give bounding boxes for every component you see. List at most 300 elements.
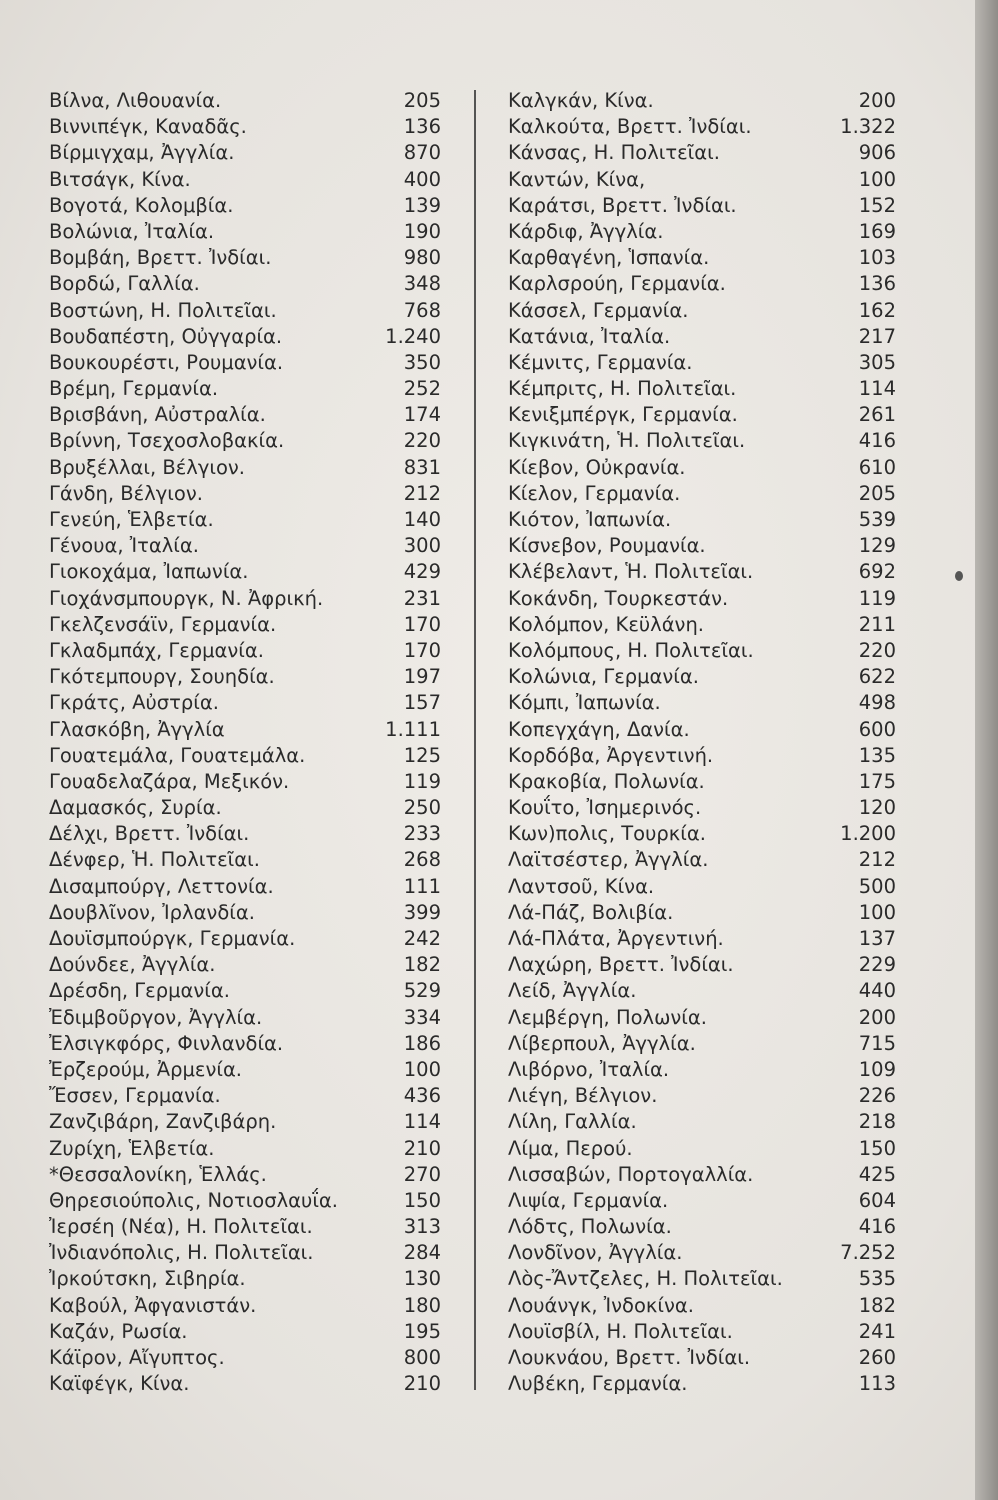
city-row bbox=[49, 88, 441, 114]
city-row bbox=[508, 1005, 896, 1031]
city-name: Κλέβελαντ, Ἡ. Πολιτεῖαι. bbox=[508, 560, 754, 584]
city-name: Βουκουρέστι, Ρουμανία. bbox=[49, 350, 284, 374]
city-row bbox=[49, 245, 441, 271]
city-row bbox=[508, 900, 896, 926]
city-name: Λουάνγκ, Ἰνδοκίνα. bbox=[508, 1293, 694, 1317]
city-row bbox=[508, 664, 896, 690]
city-population: 205 bbox=[858, 481, 896, 505]
city-name: Καλγκάν, Κίνα. bbox=[508, 89, 654, 112]
city-name: Λουϊσβίλ, Η. Πολιτεῖαι. bbox=[508, 1319, 733, 1343]
city-row bbox=[49, 743, 441, 769]
city-row bbox=[508, 193, 896, 219]
column-divider bbox=[474, 90, 476, 1390]
city-name: Δένφερ, Ἡ. Πολιτεῖαι. bbox=[49, 848, 260, 872]
city-row bbox=[508, 1240, 896, 1266]
city-row bbox=[508, 795, 896, 821]
city-population: 217 bbox=[858, 324, 896, 348]
city-population: 348 bbox=[403, 272, 441, 296]
city-row bbox=[49, 1214, 441, 1240]
city-name: Κολόμπον, Κεϋλάνη. bbox=[508, 612, 705, 636]
city-row bbox=[49, 481, 441, 507]
city-name: Κάνσας, Η. Πολιτεῖαι. bbox=[508, 141, 720, 165]
city-row bbox=[508, 88, 896, 114]
city-population: 436 bbox=[403, 1084, 441, 1108]
city-name: Ἰνδιανόπολις, Η. Πολιτεῖαι. bbox=[49, 1241, 314, 1265]
city-name: Βρισβάνη, Αὐστραλία. bbox=[49, 403, 266, 427]
city-name: Λουκνάου, Βρεττ. Ἰνδίαι. bbox=[508, 1346, 751, 1369]
city-population: 129 bbox=[858, 534, 896, 558]
city-name: Βουδαπέστη, Οὐγγαρία. bbox=[49, 324, 283, 348]
city-population: 300 bbox=[403, 534, 441, 558]
city-population: 180 bbox=[403, 1293, 441, 1317]
city-row bbox=[49, 638, 441, 664]
city-population: 229 bbox=[858, 953, 896, 977]
city-row bbox=[49, 769, 441, 795]
city-name: Γιοκοχάμα, Ἰαπωνία. bbox=[49, 560, 249, 584]
city-population: 334 bbox=[403, 1005, 441, 1029]
city-name: Ἰερσέη (Νέα), Η. Πολιτεῖαι. bbox=[49, 1215, 313, 1239]
city-name: Κέμπριτς, Η. Πολιτεῖαι. bbox=[508, 377, 737, 401]
ink-dot bbox=[955, 571, 963, 581]
city-population: 1.111 bbox=[385, 717, 441, 741]
city-row bbox=[49, 1293, 441, 1319]
city-population: 400 bbox=[403, 167, 441, 191]
city-name: Γουαδελαζάρα, Μεξικόν. bbox=[49, 769, 290, 793]
city-row bbox=[508, 1293, 896, 1319]
city-population: 157 bbox=[403, 691, 441, 715]
city-population: 210 bbox=[403, 1136, 441, 1160]
page-edge bbox=[975, 0, 998, 1500]
city-population: 268 bbox=[403, 848, 441, 872]
city-population: 1.200 bbox=[840, 822, 896, 846]
city-population: 100 bbox=[858, 900, 896, 924]
city-population: 539 bbox=[858, 508, 896, 531]
city-row bbox=[49, 350, 441, 376]
city-population: 162 bbox=[858, 298, 896, 322]
city-population: 313 bbox=[403, 1215, 441, 1239]
city-name: Ἐλσιγκφόρς, Φινλανδία. bbox=[49, 1031, 284, 1055]
city-row bbox=[49, 324, 441, 350]
city-population: 241 bbox=[858, 1319, 896, 1343]
city-population: 100 bbox=[858, 167, 896, 191]
city-name: Κίσνεβον, Ρουμανία. bbox=[508, 534, 706, 558]
city-population: 870 bbox=[403, 141, 441, 165]
city-population: 100 bbox=[403, 1057, 441, 1081]
city-row bbox=[508, 481, 896, 507]
city-population: 211 bbox=[858, 612, 896, 636]
city-population: 186 bbox=[403, 1031, 441, 1055]
city-row bbox=[508, 926, 896, 952]
city-population: 529 bbox=[403, 979, 441, 1003]
city-name: Γκελζενσάϊν, Γερμανία. bbox=[49, 612, 277, 636]
city-name: Κουΐτο, Ἰσημερινός. bbox=[508, 796, 702, 820]
city-name: Λόδτς, Πολωνία. bbox=[508, 1215, 672, 1239]
city-population: 212 bbox=[858, 848, 896, 872]
city-name: Δούνδεε, Ἀγγλία. bbox=[49, 953, 216, 977]
city-row bbox=[49, 821, 441, 847]
city-population: 622 bbox=[858, 665, 896, 689]
city-row bbox=[49, 1109, 441, 1135]
city-population: 980 bbox=[403, 246, 441, 270]
city-population: 200 bbox=[858, 89, 896, 112]
city-name: Κίεβον, Οὐκρανία. bbox=[508, 455, 686, 479]
city-population: 500 bbox=[858, 874, 896, 898]
city-row bbox=[49, 559, 441, 585]
city-row bbox=[49, 167, 441, 193]
city-population: 182 bbox=[858, 1293, 896, 1317]
city-row bbox=[508, 1136, 896, 1162]
city-row bbox=[508, 690, 896, 716]
city-population: 140 bbox=[403, 508, 441, 531]
city-population: 429 bbox=[403, 560, 441, 584]
city-population: 109 bbox=[858, 1057, 896, 1081]
city-name: Ἔσσεν, Γερμανία. bbox=[49, 1084, 221, 1108]
city-row bbox=[508, 612, 896, 638]
city-population: 218 bbox=[858, 1110, 896, 1134]
city-name: Γκότεμπουργ, Σουηδία. bbox=[49, 665, 275, 689]
city-row bbox=[49, 1319, 441, 1345]
city-name: Ζυρίχη, Ἑλβετία. bbox=[49, 1136, 215, 1160]
city-population: 119 bbox=[403, 769, 441, 793]
city-population: 1.240 bbox=[385, 324, 441, 348]
city-row bbox=[49, 402, 441, 428]
city-row bbox=[49, 795, 441, 821]
city-name: Βίρμιγχαμ, Ἀγγλία. bbox=[49, 141, 235, 165]
city-name: Κενιξμπέργκ, Γερμανία. bbox=[508, 403, 738, 427]
city-population: 190 bbox=[403, 219, 441, 243]
city-name: Καβούλ, Ἀφγανιστάν. bbox=[49, 1293, 257, 1317]
city-name: Κιγκινάτη, Ἡ. Πολιτεῖαι. bbox=[508, 429, 746, 453]
city-population: 125 bbox=[403, 743, 441, 767]
city-name: Γλασκόβη, Ἀγγλία bbox=[49, 717, 225, 741]
city-row bbox=[508, 114, 896, 140]
city-population: 260 bbox=[858, 1346, 896, 1369]
city-name: Κολόμπους, Η. Πολιτεῖαι. bbox=[508, 638, 754, 662]
city-population: 231 bbox=[403, 586, 441, 610]
city-row bbox=[508, 717, 896, 743]
city-population: 1.322 bbox=[840, 115, 896, 139]
city-name: Λυβέκη, Γερμανία. bbox=[508, 1372, 688, 1396]
city-name: Λείδ, Ἀγγλία. bbox=[508, 979, 637, 1003]
city-row bbox=[49, 847, 441, 873]
city-name: Κάϊρον, Αἴγυπτος. bbox=[49, 1346, 225, 1369]
city-row bbox=[508, 638, 896, 664]
city-row bbox=[49, 193, 441, 219]
city-row bbox=[49, 690, 441, 716]
city-population: 416 bbox=[858, 1215, 896, 1239]
city-population: 150 bbox=[858, 1136, 896, 1160]
city-name: Γκλαδμπάχ, Γερμανία. bbox=[49, 638, 264, 662]
city-name: Λὸς-Ἄντζελες, Η. Πολιτεῖαι. bbox=[508, 1267, 783, 1291]
city-name: Δισαμπούργ, Λεττονία. bbox=[49, 874, 274, 898]
city-population: 210 bbox=[403, 1372, 441, 1396]
city-row bbox=[49, 926, 441, 952]
city-population: 7.252 bbox=[840, 1241, 896, 1265]
city-row bbox=[508, 1031, 896, 1057]
city-row bbox=[49, 114, 441, 140]
city-name: Κρακοβία, Πολωνία. bbox=[508, 769, 705, 793]
city-row bbox=[49, 1005, 441, 1031]
city-row bbox=[508, 140, 896, 166]
city-name: Ἐρζερούμ, Ἀρμενία. bbox=[49, 1057, 242, 1081]
city-name: Βίλνα, Λιθουανία. bbox=[49, 89, 222, 112]
city-name: Βρέμη, Γερμανία. bbox=[49, 377, 219, 401]
city-population: 715 bbox=[858, 1031, 896, 1055]
city-row bbox=[508, 1188, 896, 1214]
city-population: 130 bbox=[403, 1267, 441, 1291]
city-name: Δαμασκός, Συρία. bbox=[49, 796, 222, 820]
city-name: Λαχώρη, Βρεττ. Ἰνδίαι. bbox=[508, 953, 734, 977]
city-name: Δέλχι, Βρεττ. Ἰνδίαι. bbox=[49, 822, 250, 846]
city-population: 135 bbox=[858, 743, 896, 767]
city-name: Λιέγη, Βέλγιον. bbox=[508, 1084, 658, 1108]
city-population: 152 bbox=[858, 193, 896, 217]
city-row bbox=[508, 428, 896, 454]
city-population: 212 bbox=[403, 481, 441, 505]
city-row bbox=[508, 1057, 896, 1083]
city-population: 600 bbox=[858, 717, 896, 741]
city-name: Βρίννη, Τσεχοσλοβακία. bbox=[49, 429, 285, 453]
city-row bbox=[508, 559, 896, 585]
city-row bbox=[508, 1319, 896, 1345]
city-name: Βιννιπέγκ, Καναδᾶς. bbox=[49, 115, 247, 139]
city-population: 111 bbox=[403, 874, 441, 898]
city-name: Καϊφέγκ, Κίνα. bbox=[49, 1372, 190, 1396]
city-population: 174 bbox=[403, 403, 441, 427]
city-population: 305 bbox=[858, 350, 896, 374]
city-row bbox=[508, 978, 896, 1004]
city-row bbox=[508, 769, 896, 795]
city-row bbox=[508, 1345, 896, 1371]
city-name: Λίλη, Γαλλία. bbox=[508, 1110, 637, 1134]
city-row bbox=[508, 376, 896, 402]
city-population: 226 bbox=[858, 1084, 896, 1108]
city-name: Λονδῖνον, Ἀγγλία. bbox=[508, 1241, 683, 1265]
city-population: 113 bbox=[858, 1372, 896, 1396]
city-row bbox=[49, 140, 441, 166]
city-row bbox=[508, 350, 896, 376]
city-population: 440 bbox=[858, 979, 896, 1003]
city-name: *Θεσσαλονίκη, Ἑλλάς. bbox=[49, 1162, 267, 1186]
city-row bbox=[49, 1345, 441, 1371]
left-column bbox=[49, 88, 441, 1397]
city-row bbox=[508, 271, 896, 297]
city-row bbox=[508, 1162, 896, 1188]
city-name: Βομβάη, Βρεττ. Ἰνδίαι. bbox=[49, 246, 272, 270]
city-name: Δρέσδη, Γερμανία. bbox=[49, 979, 230, 1003]
city-population: 170 bbox=[403, 612, 441, 636]
city-name: Λά-Πλάτα, Ἀργεντινή. bbox=[508, 927, 724, 950]
city-population: 800 bbox=[403, 1346, 441, 1369]
city-name: Γενεύη, Ἑλβετία. bbox=[49, 508, 214, 531]
city-population: 604 bbox=[858, 1188, 896, 1212]
city-name: Κοκάνδη, Τουρκεστάν. bbox=[508, 586, 729, 610]
city-row bbox=[49, 455, 441, 481]
city-population: 416 bbox=[858, 429, 896, 453]
city-row bbox=[49, 507, 441, 533]
city-population: 119 bbox=[858, 586, 896, 610]
city-row bbox=[49, 298, 441, 324]
city-row bbox=[508, 533, 896, 559]
city-name: Λά-Πάζ, Βολιβία. bbox=[508, 900, 674, 924]
city-population: 498 bbox=[858, 691, 896, 715]
city-row bbox=[508, 1083, 896, 1109]
city-name: Λεμβέργη, Πολωνία. bbox=[508, 1005, 707, 1029]
city-name: Κοπεγχάγη, Δανία. bbox=[508, 717, 690, 741]
city-population: 139 bbox=[403, 193, 441, 217]
city-row bbox=[49, 900, 441, 926]
city-name: Κων)πολις, Τουρκία. bbox=[508, 822, 706, 846]
city-population: 220 bbox=[403, 429, 441, 453]
city-name: Λιβόρνο, Ἰταλία. bbox=[508, 1057, 670, 1081]
city-row bbox=[508, 402, 896, 428]
city-name: Ἐδιμβοῦργον, Ἀγγλία. bbox=[49, 1005, 263, 1029]
city-population: 169 bbox=[858, 219, 896, 243]
city-row bbox=[49, 271, 441, 297]
city-row bbox=[49, 376, 441, 402]
city-name: Καλκούτα, Βρεττ. Ἰνδίαι. bbox=[508, 115, 752, 139]
city-population: 831 bbox=[403, 455, 441, 479]
city-name: Βρυξέλλαι, Βέλγιον. bbox=[49, 455, 245, 479]
city-population: 906 bbox=[858, 141, 896, 165]
city-name: Ἰρκούτσκη, Σιβηρία. bbox=[49, 1267, 246, 1291]
city-population: 535 bbox=[858, 1267, 896, 1291]
city-row bbox=[508, 245, 896, 271]
city-name: Καντών, Κίνα, bbox=[508, 167, 646, 191]
city-row bbox=[508, 821, 896, 847]
city-population: 120 bbox=[858, 796, 896, 820]
city-population: 175 bbox=[858, 769, 896, 793]
city-population: 220 bbox=[858, 638, 896, 662]
city-population: 350 bbox=[403, 350, 441, 374]
city-name: Καρθαγένη, Ἱσπανία. bbox=[508, 246, 710, 270]
city-name: Λισσαβών, Πορτογαλλία. bbox=[508, 1162, 754, 1186]
city-name: Καράτσι, Βρεττ. Ἰνδίαι. bbox=[508, 193, 737, 217]
city-name: Κιότον, Ἰαπωνία. bbox=[508, 508, 672, 531]
city-population: 114 bbox=[403, 1110, 441, 1134]
city-name: Καζάν, Ρωσία. bbox=[49, 1319, 188, 1343]
city-row bbox=[49, 1371, 441, 1397]
city-name: Γουατεμάλα, Γουατεμάλα. bbox=[49, 743, 306, 767]
city-name: Κάρδιφ, Ἀγγλία. bbox=[508, 219, 664, 243]
city-row bbox=[508, 874, 896, 900]
city-row bbox=[508, 507, 896, 533]
city-name: Κατάνια, Ἰταλία. bbox=[508, 324, 671, 348]
city-row bbox=[49, 1240, 441, 1266]
city-row bbox=[49, 717, 441, 743]
city-row bbox=[49, 1136, 441, 1162]
city-name: Λαντσοῦ, Κίνα. bbox=[508, 874, 655, 898]
city-row bbox=[49, 586, 441, 612]
city-name: Βιτσάγκ, Κίνα. bbox=[49, 167, 191, 191]
city-name: Δουβλῖνον, Ἰρλανδία. bbox=[49, 900, 255, 924]
city-population: 425 bbox=[858, 1162, 896, 1186]
city-row bbox=[508, 1214, 896, 1240]
city-row bbox=[49, 1266, 441, 1292]
city-name: Ζανζιβάρη, Ζανζιβάρη. bbox=[49, 1110, 277, 1134]
city-population: 233 bbox=[403, 822, 441, 846]
city-name: Κόμπι, Ἰαπωνία. bbox=[508, 691, 661, 715]
city-name: Κορδόβα, Ἀργεντινή. bbox=[508, 743, 714, 767]
city-name: Γιοχάνσμπουργκ, Ν. Ἀφρική. bbox=[49, 586, 324, 610]
city-population: 182 bbox=[403, 953, 441, 977]
city-population: 136 bbox=[858, 272, 896, 296]
city-row bbox=[508, 1371, 896, 1397]
city-name: Βολώνια, Ἰταλία. bbox=[49, 219, 215, 243]
city-population: 284 bbox=[403, 1241, 441, 1265]
city-row bbox=[508, 455, 896, 481]
city-name: Καρλσρούη, Γερμανία. bbox=[508, 272, 726, 296]
city-row bbox=[49, 874, 441, 900]
city-population: 250 bbox=[403, 796, 441, 820]
city-population: 768 bbox=[403, 298, 441, 322]
city-population: 252 bbox=[403, 377, 441, 401]
city-row bbox=[49, 664, 441, 690]
city-population: 242 bbox=[403, 927, 441, 950]
city-name: Βογοτά, Κολομβία. bbox=[49, 193, 234, 217]
city-name: Λαϊτσέστερ, Ἀγγλία. bbox=[508, 848, 709, 872]
city-population: 200 bbox=[858, 1005, 896, 1029]
city-name: Λιψία, Γερμανία. bbox=[508, 1188, 669, 1212]
city-row bbox=[508, 219, 896, 245]
city-row bbox=[508, 586, 896, 612]
city-row bbox=[508, 847, 896, 873]
city-population: 150 bbox=[403, 1188, 441, 1212]
city-row bbox=[49, 1031, 441, 1057]
city-name: Γκράτς, Αὐστρία. bbox=[49, 691, 219, 715]
city-row bbox=[49, 1188, 441, 1214]
city-population: 399 bbox=[403, 900, 441, 924]
city-name: Θηρεσιούπολις, Νοτιοσλαυΐα. bbox=[49, 1188, 338, 1212]
city-row bbox=[508, 743, 896, 769]
city-population: 205 bbox=[403, 89, 441, 112]
city-row bbox=[49, 219, 441, 245]
city-name: Δουϊσμπούργκ, Γερμανία. bbox=[49, 927, 296, 950]
city-population: 270 bbox=[403, 1162, 441, 1186]
city-population: 195 bbox=[403, 1319, 441, 1343]
city-row bbox=[49, 978, 441, 1004]
city-name: Βοστώνη, Η. Πολιτεῖαι. bbox=[49, 298, 277, 322]
city-name: Βορδώ, Γαλλία. bbox=[49, 272, 200, 296]
city-population: 170 bbox=[403, 638, 441, 662]
city-population: 103 bbox=[858, 246, 896, 270]
city-row bbox=[49, 612, 441, 638]
city-row bbox=[508, 1109, 896, 1135]
city-row bbox=[49, 1162, 441, 1188]
city-name: Γάνδη, Βέλγιον. bbox=[49, 481, 203, 505]
city-population: 692 bbox=[858, 560, 896, 584]
city-row bbox=[49, 1083, 441, 1109]
city-row bbox=[508, 1266, 896, 1292]
city-population: 197 bbox=[403, 665, 441, 689]
city-row bbox=[508, 324, 896, 350]
city-row bbox=[508, 298, 896, 324]
city-row bbox=[49, 533, 441, 559]
city-row bbox=[508, 952, 896, 978]
city-name: Κέμνιτς, Γερμανία. bbox=[508, 350, 693, 374]
city-name: Γένουα, Ἰταλία. bbox=[49, 534, 199, 558]
city-row bbox=[508, 167, 896, 193]
city-row bbox=[49, 952, 441, 978]
city-row bbox=[49, 1057, 441, 1083]
city-name: Κίελον, Γερμανία. bbox=[508, 481, 681, 505]
city-name: Λίβερπουλ, Ἀγγλία. bbox=[508, 1031, 696, 1055]
city-row bbox=[49, 428, 441, 454]
city-population: 137 bbox=[858, 927, 896, 950]
city-name: Κάσσελ, Γερμανία. bbox=[508, 298, 689, 322]
city-population: 261 bbox=[858, 403, 896, 427]
city-name: Λίμα, Περού. bbox=[508, 1136, 633, 1160]
